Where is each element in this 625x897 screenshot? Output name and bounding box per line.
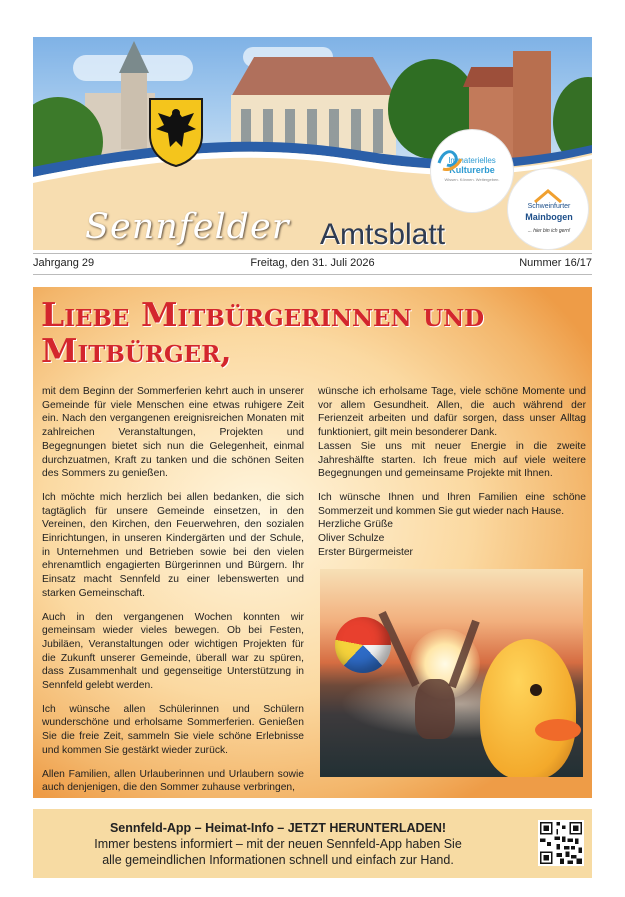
signer-title: Erster Bürgermeister [318,546,413,558]
badge-text: ... hier bin ich gern! [527,228,571,234]
app-banner [33,809,592,878]
masthead-title-script: Sennfelder [85,207,290,247]
issue-number: Nummer 16/17 [519,257,592,269]
town-hall-roof [231,57,396,97]
issue-info-bar [33,253,592,275]
article-paragraph: Ich wünsche Ihnen und Ihren Familien eine schöne Sommerzeit und kommen Sie gut wieder nach Hause. [318,491,586,517]
app-banner-text: Immer bestens informiert – mit der neuen Sennfeld-App haben Sie [94,837,462,851]
article-paragraph: Ich möchte mich herzlich bei allen bedanken, die sich tagtäglich für unsere Gemeinde einsetzen, in den Vereinen, den Kirchen, den Feuerwehren, den sozialen Einrichtungen, in unseren Kindergärten und der Schule, in Unternehmen und Betrieben sowie bei den vielen ehrenamtlich engagierten Bürgerinnen und Bürgern. Ihr Einsatz macht Sennfeld zu einer lebenswerten und starken Gemeinschaft. [42,491,304,599]
badge-text: Wissen. Können. Weitergeben. [444,177,500,182]
closing-greeting: Herzliche Grüße [318,519,393,531]
culture-heritage-logo-icon [435,145,465,175]
article-paragraph: wünsche ich erholsame Tage, viele schöne Momente und vor allem Gesundheit. Allen, die auch während der Ferienzeit arbeiten und dafür sorgen, dass unser Alltag funktioniert, gilt mein besonderer Dank. [318,386,586,439]
article-paragraph: Auch in den vergangenen Wochen konnten wir gemeinsam wieder vieles bewegen. Ob bei Festen, Jubiläen, Veranstaltungen oder wichtigen Projekten für die Zukunft unserer Gemeinde, überall war zu spüren, dass Zusammenhalt und gegenseitige Unterstützung in Sennfeld gelebt werden. [42,611,304,692]
badge-text: Immaterielles [448,156,496,165]
article-paragraph: Lassen Sie uns mit neuer Energie in die zweite Jahreshälfte starten. Ich freue mich auf viele weitere Begegnungen und gemeinsame Projekte mit Ihnen. [318,440,586,480]
badge-text: Kulturerbe [449,165,495,175]
signer-name: Oliver Schulze [318,533,385,545]
editorial-headline: Liebe Mitbürgerinnen und Mitbürger, [41,295,485,370]
article-column-right [318,385,586,559]
church-spire-left [119,41,149,73]
issue-volume: Jahrgang 29 [33,257,95,269]
editorial-box [33,287,592,798]
house-roof-icon [533,189,563,203]
article-column-left [42,385,304,805]
rubber-duck [480,639,576,777]
masthead [33,37,592,250]
app-banner-text: alle gemeindlichen Informationen schnell und einfach zur Hand. [102,853,454,867]
article-paragraph: mit dem Beginn der Sommerferien kehrt auch in unserer Gemeinde für viele Menschen eine etwas ruhigere Zeit ein. Nach den vergangenen ereignisreichen Monaten mit zahlreichen Veranstaltungen, Projekten und Begegnungen bietet sich nun die Gelegenheit, einmal durchzuatmen, Kraft zu tanken und die schönen Seiten des Sommers zu genießen. [42,386,304,480]
masthead-title: Amtsblatt [320,218,446,250]
article-paragraph: Ich wünsche allen Schülerinnen und Schülern wunderschöne und erholsame Sommerferien. Genießen Sie die freie Zeit, sammeln Sie viele schöne Erlebnisse und kommen Sie gestärkt wieder zurück. [42,703,304,756]
rubber-duck-beak [535,719,581,741]
badge-text: Mainbogen [525,212,573,222]
article-paragraph: Allen Familien, allen Urlauberinnen und Urlaubern sowie auch denjenigen, die den Sommer zuhause verbringen, [42,768,304,794]
badge-text: Schweinfurter [527,203,571,210]
qr-code-icon[interactable] [538,820,584,866]
child-silhouette [415,679,455,739]
app-banner-headline: Sennfeld-App – Heimat-Info – JETZT HERUNTERLADEN! [109,821,447,835]
issue-date: Freitag, den 31. Juli 2026 [250,257,375,269]
coat-of-arms-icon [148,97,204,167]
summer-photo [320,569,583,777]
beach-ball [335,617,391,673]
rubber-duck-eye [530,684,542,696]
